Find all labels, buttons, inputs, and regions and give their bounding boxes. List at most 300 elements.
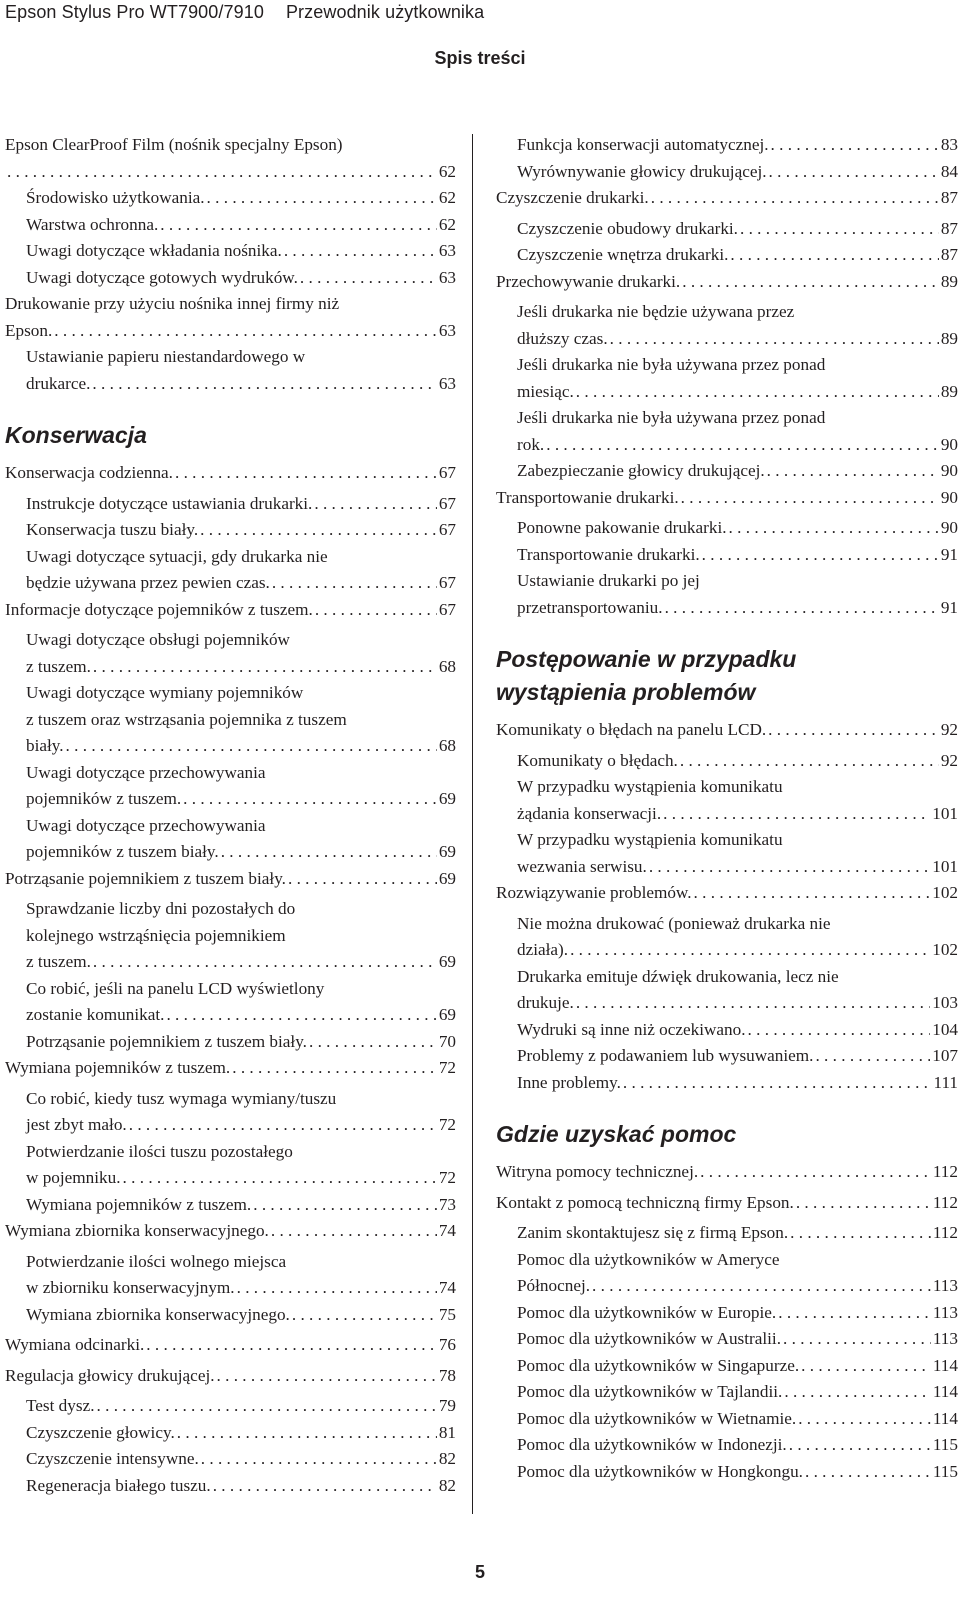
- leader-dots: [576, 379, 939, 406]
- leader-dots: [253, 1192, 437, 1219]
- leader-dots: [729, 515, 939, 542]
- toc-entry-title: Potwierdzanie ilości wolnego miejsca: [26, 1251, 287, 1271]
- toc-entry-title: Uwagi dotyczące gotowych wydruków.: [26, 267, 298, 287]
- leader-dots: [790, 1220, 931, 1247]
- toc-entry-title: jest zbyt mało.: [26, 1115, 127, 1134]
- page-ref: 79: [438, 1396, 456, 1415]
- toc-entry-title: Nie można drukować (ponieważ drukarka nie: [517, 913, 831, 933]
- section-heading-pomoc[interactable]: Gdzie uzyskać pomoc: [496, 1121, 737, 1147]
- toc-entry-title: Czyszczenie obudowy drukarki.: [517, 218, 738, 238]
- toc-entry[interactable]: [5, 318, 456, 345]
- page-ref: 87: [940, 245, 958, 264]
- toc-entry-title: drukuje.: [517, 993, 574, 1012]
- leader-dots: [166, 1002, 436, 1029]
- leader-dots: [300, 265, 437, 292]
- leader-dots: [784, 1379, 931, 1406]
- page-ref: 115: [932, 1461, 958, 1481]
- toc-entry-title: Uwagi dotyczące przechowywania: [26, 815, 266, 835]
- toc-entry[interactable]: [496, 132, 958, 159]
- toc-entry-title: Środowisko użytkowania.: [26, 188, 205, 207]
- leader-dots: [694, 880, 931, 907]
- toc-left-column: [5, 132, 456, 1499]
- leader-dots: [7, 159, 437, 186]
- toc-entry-title: Uwagi dotyczące wymiany pojemników: [26, 683, 304, 702]
- toc-right-column: [496, 132, 958, 1485]
- page-ref: 67: [438, 463, 456, 482]
- toc-entry[interactable]: [496, 326, 958, 353]
- toc-entry-title: Witryna pomocy technicznej.: [496, 1162, 699, 1181]
- leader-dots: [284, 238, 437, 265]
- leader-dots: [217, 1363, 437, 1390]
- toc-entry-title: Pomoc dla użytkowników w Ameryce: [517, 1249, 780, 1269]
- toc-entry[interactable]: [5, 1029, 456, 1056]
- toc-entry[interactable]: [496, 432, 958, 459]
- toc-entry-title: Epson ClearProof Film (nośnik specjalny Epson): [5, 135, 343, 154]
- leader-dots: [801, 1353, 931, 1380]
- page-ref: 92: [940, 750, 958, 770]
- toc-entry-title: Pomoc dla użytkowników w Hongkongu.: [517, 1461, 803, 1481]
- toc-entry[interactable]: [5, 1473, 456, 1500]
- page-ref: 74: [438, 1221, 456, 1240]
- leader-dots: [183, 786, 437, 813]
- toc-entry-title: Regulacja głowicy drukującej.: [5, 1365, 215, 1385]
- toc-entry[interactable]: [5, 460, 456, 487]
- page-ref: 62: [438, 161, 456, 181]
- toc-entry-title: Pomoc dla użytkowników w Europie.: [517, 1302, 777, 1322]
- leader-dots: [681, 485, 939, 512]
- leader-dots: [272, 570, 437, 597]
- toc-entry-title: będzie używana przez pewien czas.: [26, 573, 270, 592]
- header-guide: Przewodnik użytkownika: [285, 2, 485, 22]
- page-ref: 89: [940, 271, 958, 291]
- leader-dots: [314, 491, 436, 518]
- toc-entry-title: Zabezpieczanie głowicy drukującej.: [517, 461, 765, 480]
- toc-entry[interactable]: [5, 159, 456, 186]
- toc-entry[interactable]: [5, 597, 456, 624]
- toc-entry[interactable]: [496, 1220, 958, 1247]
- toc-entry-title: pojemników z tuszem biały.: [26, 842, 219, 861]
- toc-entry-title: Drukarka emituje dźwięk drukowania, lecz nie: [517, 966, 839, 986]
- toc-entry-title: Uwagi dotyczące przechowywania: [26, 762, 266, 782]
- page-ref: 102: [932, 883, 958, 902]
- toc-entry[interactable]: [496, 1326, 958, 1353]
- page-ref: 67: [438, 573, 456, 592]
- toc-entry-title: Ponowne pakowanie drukarki.: [517, 518, 727, 537]
- page-ref: 69: [438, 789, 456, 808]
- toc-entry-title: Wymiana pojemników z tuszem.: [5, 1058, 231, 1077]
- leader-dots: [160, 212, 437, 239]
- toc-entry[interactable]: [496, 1432, 958, 1459]
- toc-entry[interactable]: [5, 1275, 456, 1302]
- toc-entry[interactable]: [496, 379, 958, 406]
- toc-entry[interactable]: [5, 839, 456, 866]
- toc-entry-title: dłuższy czas.: [517, 328, 608, 348]
- leader-dots: [54, 318, 437, 345]
- leader-dots: [97, 1393, 437, 1420]
- page-ref: 68: [438, 736, 456, 755]
- page-ref: 101: [932, 803, 958, 823]
- toc-entry[interactable]: [5, 1302, 456, 1329]
- page-ref: 84: [940, 161, 958, 181]
- toc-entry-title: Uwagi dotyczące wkładania nośnika.: [26, 241, 282, 260]
- leader-dots: [665, 595, 939, 622]
- running-header: [5, 0, 484, 24]
- toc-entry-title: Wymiana pojemników z tuszem.: [26, 1194, 252, 1214]
- toc-entry[interactable]: [496, 159, 958, 186]
- page-ref: 67: [438, 599, 456, 619]
- leader-dots: [221, 839, 437, 866]
- toc-entry[interactable]: [5, 570, 456, 597]
- toc-entry[interactable]: [5, 1332, 456, 1359]
- toc-entry[interactable]: [5, 212, 456, 239]
- page-ref: 90: [940, 434, 958, 454]
- toc-entry[interactable]: [496, 1017, 958, 1044]
- leader-dots: [200, 517, 437, 544]
- toc-entry-title: Wydruki są inne niż oczekiwano.: [517, 1019, 746, 1039]
- page-ref: 87: [940, 218, 958, 238]
- page-ref: 113: [932, 1302, 958, 1322]
- toc-entry-title: Jeśli drukarka nie była używana przez ponad: [517, 355, 826, 374]
- toc-entry-title: Komunikaty o błędach.: [517, 750, 678, 770]
- toc-entry[interactable]: [496, 595, 958, 622]
- toc-entry-title: Transportowanie drukarki.: [517, 544, 700, 564]
- toc-entry-title: Północnej.: [517, 1276, 591, 1295]
- toc-entry[interactable]: [496, 1379, 958, 1406]
- section-heading-line: Postępowanie w przypadku: [496, 646, 797, 672]
- leader-dots: [146, 1332, 437, 1359]
- page-ref: 112: [932, 1192, 958, 1212]
- leader-dots: [177, 1420, 437, 1447]
- leader-dots: [789, 1432, 931, 1459]
- toc-entry[interactable]: [496, 854, 958, 881]
- page-ref: 114: [932, 1408, 958, 1428]
- toc-entry-title: Test dysz.: [26, 1396, 95, 1415]
- toc-entry-title: Ustawianie drukarki po jej: [517, 571, 700, 590]
- toc-entry[interactable]: [496, 1043, 958, 1070]
- toc-entry-title: z tuszem.: [26, 656, 91, 676]
- page-ref: 90: [940, 518, 958, 537]
- leader-dots: [610, 326, 939, 353]
- toc-entry[interactable]: [5, 786, 456, 813]
- page-ref: 107: [932, 1046, 958, 1065]
- leader-dots: [680, 748, 939, 775]
- toc-entry[interactable]: [496, 990, 958, 1017]
- leader-dots: [93, 949, 437, 976]
- leader-dots: [730, 242, 938, 269]
- leader-dots: [623, 1070, 932, 1097]
- toc-entry-title: Funkcja konserwacji automatycznej.: [517, 135, 769, 154]
- toc-entry-title: Przechowywanie drukarki.: [496, 271, 681, 291]
- page-ref: 67: [438, 520, 456, 539]
- toc-entry[interactable]: [496, 269, 958, 296]
- toc-entry[interactable]: [496, 1273, 958, 1300]
- page-ref: 113: [932, 1276, 958, 1295]
- page-ref: 69: [438, 842, 456, 861]
- toc-entry[interactable]: [5, 1165, 456, 1192]
- leader-dots: [288, 866, 437, 893]
- toc-entry[interactable]: [496, 801, 958, 828]
- toc-entry-title: w zbiorniku konserwacyjnym.: [26, 1278, 235, 1297]
- toc-entry-title: Pomoc dla użytkowników w Singapurze.: [517, 1355, 800, 1375]
- toc-entry[interactable]: [496, 1190, 958, 1217]
- toc-entry-title: Inne problemy.: [517, 1072, 621, 1092]
- toc-entry[interactable]: [496, 515, 958, 542]
- leader-dots: [309, 1029, 437, 1056]
- leader-dots: [129, 1112, 437, 1139]
- leader-dots: [546, 432, 939, 459]
- leader-dots: [315, 597, 437, 624]
- page-ref: 62: [438, 188, 456, 207]
- toc-entry-title: Konserwacja codzienna.: [5, 463, 173, 482]
- toc-entry[interactable]: [496, 1406, 958, 1433]
- toc-entry-title: Wymiana zbiornika konserwacyjnego.: [5, 1221, 269, 1240]
- toc-entry-title: przetransportowaniu.: [517, 597, 663, 617]
- toc-entry[interactable]: [496, 242, 958, 269]
- page-ref: 114: [932, 1355, 958, 1375]
- toc-entry-title: Komunikaty o błędach na panelu LCD.: [496, 720, 767, 739]
- toc-entry-title: Potwierdzanie ilości tuszu pozostałego: [26, 1141, 293, 1161]
- toc-entry-title: działa).: [517, 940, 569, 959]
- leader-dots: [237, 1275, 437, 1302]
- leader-dots: [232, 1055, 437, 1082]
- leader-dots: [292, 1302, 437, 1329]
- leader-dots: [570, 937, 930, 964]
- toc-entry[interactable]: [5, 1446, 456, 1473]
- toc-entry-title: Drukowanie przy użyciu nośnika innej firmy niż: [5, 294, 340, 313]
- page-ref: 69: [438, 868, 456, 888]
- toc-entry-title: z tuszem oraz wstrząsania pojemnika z tuszem: [26, 709, 347, 729]
- leader-dots: [771, 132, 939, 159]
- page-ref: 113: [932, 1329, 958, 1348]
- page-ref: 112: [932, 1162, 958, 1181]
- toc-entry-title: Pomoc dla użytkowników w Tajlandii.: [517, 1382, 783, 1401]
- page-ref: 91: [940, 544, 958, 564]
- leader-dots: [213, 1473, 437, 1500]
- leader-dots: [815, 1043, 930, 1070]
- toc-entry[interactable]: [496, 216, 958, 243]
- toc-entry[interactable]: [5, 238, 456, 265]
- leader-dots: [702, 542, 939, 569]
- toc-entry-title: żądania konserwacji.: [517, 803, 662, 823]
- toc-entry-title: z tuszem.: [26, 952, 91, 971]
- toc-entry-title: Uwagi dotyczące obsługi pojemników: [26, 630, 290, 649]
- page-ref: 69: [438, 1005, 456, 1024]
- leader-dots: [592, 1273, 931, 1300]
- page-ref: 63: [438, 267, 456, 287]
- page-ref: 115: [932, 1435, 958, 1454]
- leader-dots: [748, 1017, 931, 1044]
- toc-entry-title: pojemników z tuszem.: [26, 789, 182, 808]
- leader-dots: [271, 1218, 437, 1245]
- page-ref: 111: [933, 1072, 958, 1092]
- leader-dots: [576, 990, 930, 1017]
- page-ref: 81: [438, 1422, 456, 1442]
- toc-entry-title: wezwania serwisu.: [517, 856, 647, 876]
- toc-entry[interactable]: [5, 733, 456, 760]
- leader-dots: [93, 654, 437, 681]
- page-ref: 76: [438, 1335, 456, 1354]
- toc-entry[interactable]: [496, 1300, 958, 1327]
- toc-entry-title: Co robić, jeśli na panelu LCD wyświetlony: [26, 978, 325, 998]
- leader-dots: [798, 1406, 931, 1433]
- page-ref: 103: [932, 993, 958, 1012]
- page-ref: 75: [438, 1304, 456, 1324]
- column-divider: [472, 134, 473, 1514]
- toc-entry-title: Czyszczenie głowicy.: [26, 1422, 175, 1442]
- page-ref: 83: [940, 135, 958, 154]
- toc-entry[interactable]: [496, 185, 958, 212]
- toc-entry[interactable]: [496, 458, 958, 485]
- page-ref: 112: [932, 1223, 958, 1242]
- page-ref: 74: [438, 1278, 456, 1297]
- toc-entry[interactable]: [5, 371, 456, 398]
- toc-entry-title: Jeśli drukarka nie będzie używana przez: [517, 302, 795, 321]
- leader-dots: [768, 717, 939, 744]
- page-ref: 63: [438, 241, 456, 260]
- toc-entry-title: Warstwa ochronna.: [26, 214, 159, 234]
- toc-entry[interactable]: [5, 1363, 456, 1390]
- toc-entry-title: rok.: [517, 434, 545, 454]
- leader-dots: [682, 269, 939, 296]
- page-ref: 92: [940, 720, 958, 739]
- toc-entry-title: Czyszczenie drukarki.: [496, 188, 649, 207]
- toc-entry-title: Informacje dotyczące pojemników z tuszem.: [5, 599, 313, 619]
- toc-entry[interactable]: [5, 1420, 456, 1447]
- leader-dots: [649, 854, 930, 881]
- toc-entry[interactable]: [496, 717, 958, 744]
- toc-entry-title: Instrukcje dotyczące ustawiania drukarki.: [26, 493, 313, 513]
- page-ref: 72: [438, 1058, 456, 1077]
- toc-entry[interactable]: [496, 880, 958, 907]
- toc-entry[interactable]: [496, 1353, 958, 1380]
- page-ref: 62: [438, 214, 456, 234]
- toc-entry-title: Ustawianie papieru niestandardowego w: [26, 347, 306, 366]
- page-ref: 90: [940, 461, 958, 480]
- section-heading-line: wystąpienia problemów: [496, 679, 756, 705]
- toc-entry-title: Jeśli drukarka nie była używana przez ponad: [517, 408, 826, 427]
- toc-entry[interactable]: [496, 937, 958, 964]
- toc-entry[interactable]: [5, 1393, 456, 1420]
- leader-dots: [66, 733, 437, 760]
- toc-entry[interactable]: [5, 654, 456, 681]
- toc-entry[interactable]: [5, 1192, 456, 1219]
- page-ref: 104: [932, 1019, 958, 1039]
- leader-dots: [92, 371, 436, 398]
- toc-entry[interactable]: [5, 265, 456, 292]
- leader-dots: [805, 1459, 931, 1486]
- toc-entry[interactable]: [496, 1070, 958, 1097]
- page-ref: 78: [438, 1365, 456, 1385]
- leader-dots: [201, 1446, 437, 1473]
- toc-entry-title: kolejnego wstrząśnięcia pojemnikiem: [26, 925, 286, 945]
- page-ref: 63: [438, 373, 456, 393]
- toc-entry-title: Regeneracja białego tuszu.: [26, 1475, 211, 1495]
- toc-entry[interactable]: [5, 185, 456, 212]
- page-ref: 101: [932, 856, 958, 876]
- leader-dots: [769, 159, 939, 186]
- page-ref: 72: [438, 1115, 456, 1134]
- leader-dots: [175, 460, 437, 487]
- page-ref: 67: [438, 493, 456, 513]
- leader-dots: [663, 801, 930, 828]
- page-ref: 69: [438, 952, 456, 971]
- page-ref: 87: [940, 188, 958, 207]
- toc-entry-title: Rozwiązywanie problemów.: [496, 883, 692, 902]
- leader-dots: [778, 1300, 931, 1327]
- page-ref: 102: [932, 940, 958, 959]
- toc-entry[interactable]: [5, 1112, 456, 1139]
- page-ref: 82: [438, 1475, 456, 1495]
- leader-dots: [123, 1165, 437, 1192]
- leader-dots: [651, 185, 939, 212]
- toc-entry-title: Potrząsanie pojemnikiem z tuszem biały.: [26, 1031, 307, 1051]
- toc-entry-title: Uwagi dotyczące sytuacji, gdy drukarka nie: [26, 546, 328, 566]
- leader-dots: [796, 1190, 931, 1217]
- toc-entry[interactable]: [5, 949, 456, 976]
- toc-entry[interactable]: [5, 1002, 456, 1029]
- toc-entry[interactable]: [5, 1218, 456, 1245]
- leader-dots: [767, 458, 939, 485]
- toc-entry[interactable]: [5, 517, 456, 544]
- toc-entry-title: miesiąc.: [517, 381, 574, 401]
- page-ref: 89: [940, 381, 958, 401]
- toc-entry-title: Kontakt z pomocą techniczną firmy Epson.: [496, 1192, 794, 1212]
- toc-entry-title: Potrząsanie pojemnikiem z tuszem biały.: [5, 868, 286, 888]
- toc-entry[interactable]: [5, 866, 456, 893]
- section-heading-konserwacja[interactable]: Konserwacja: [5, 422, 147, 448]
- toc-entry[interactable]: [496, 748, 958, 775]
- toc-entry-title: Konserwacja tuszu biały.: [26, 520, 199, 539]
- toc-entry-title: Pomoc dla użytkowników w Australii.: [517, 1329, 781, 1348]
- page-ref: 90: [940, 487, 958, 507]
- toc-entry[interactable]: [496, 1459, 958, 1486]
- leader-dots: [700, 1159, 931, 1186]
- page-ref: 89: [940, 328, 958, 348]
- toc-entry-title: biały.: [26, 736, 64, 755]
- toc-entry-title: Epson.: [5, 320, 53, 340]
- toc-entry[interactable]: [496, 485, 958, 512]
- leader-dots: [740, 216, 939, 243]
- toc-entry[interactable]: [5, 491, 456, 518]
- toc-entry-title: W przypadku wystąpienia komunikatu: [517, 830, 783, 849]
- toc-entry[interactable]: [5, 1055, 456, 1082]
- toc-entry-title: Wymiana zbiornika konserwacyjnego.: [26, 1304, 290, 1324]
- toc-entry-title: Pomoc dla użytkowników w Indonezji.: [517, 1435, 787, 1454]
- page-number: 5: [474, 1562, 485, 1582]
- section-heading-problemy[interactable]: [496, 643, 958, 709]
- toc-entry-title: w pojemniku.: [26, 1168, 121, 1187]
- page-ref: 114: [932, 1382, 958, 1401]
- page-ref: 68: [438, 656, 456, 676]
- leader-dots: [783, 1326, 931, 1353]
- toc-entry-title: Wyrównywanie głowicy drukującej.: [517, 161, 767, 181]
- page-title: Spis treści: [434, 48, 526, 68]
- toc-entry-title: Czyszczenie wnętrza drukarki.: [517, 245, 729, 264]
- toc-entry-title: Pomoc dla użytkowników w Wietnamie.: [517, 1408, 797, 1428]
- toc-entry-title: Czyszczenie intensywne.: [26, 1449, 199, 1468]
- toc-entry-title: Problemy z podawaniem lub wysuwaniem.: [517, 1046, 814, 1065]
- toc-entry[interactable]: [496, 1159, 958, 1186]
- toc-entry-title: Transportowanie drukarki.: [496, 487, 679, 507]
- page-ref: 70: [438, 1031, 456, 1051]
- page-ref: 63: [438, 320, 456, 340]
- page-ref: 82: [438, 1449, 456, 1468]
- leader-dots: [207, 185, 437, 212]
- page-ref: 91: [940, 597, 958, 617]
- toc-entry-title: zostanie komunikat.: [26, 1005, 165, 1024]
- toc-entry[interactable]: [496, 542, 958, 569]
- toc-entry-title: Co robić, kiedy tusz wymaga wymiany/tuszu: [26, 1088, 337, 1108]
